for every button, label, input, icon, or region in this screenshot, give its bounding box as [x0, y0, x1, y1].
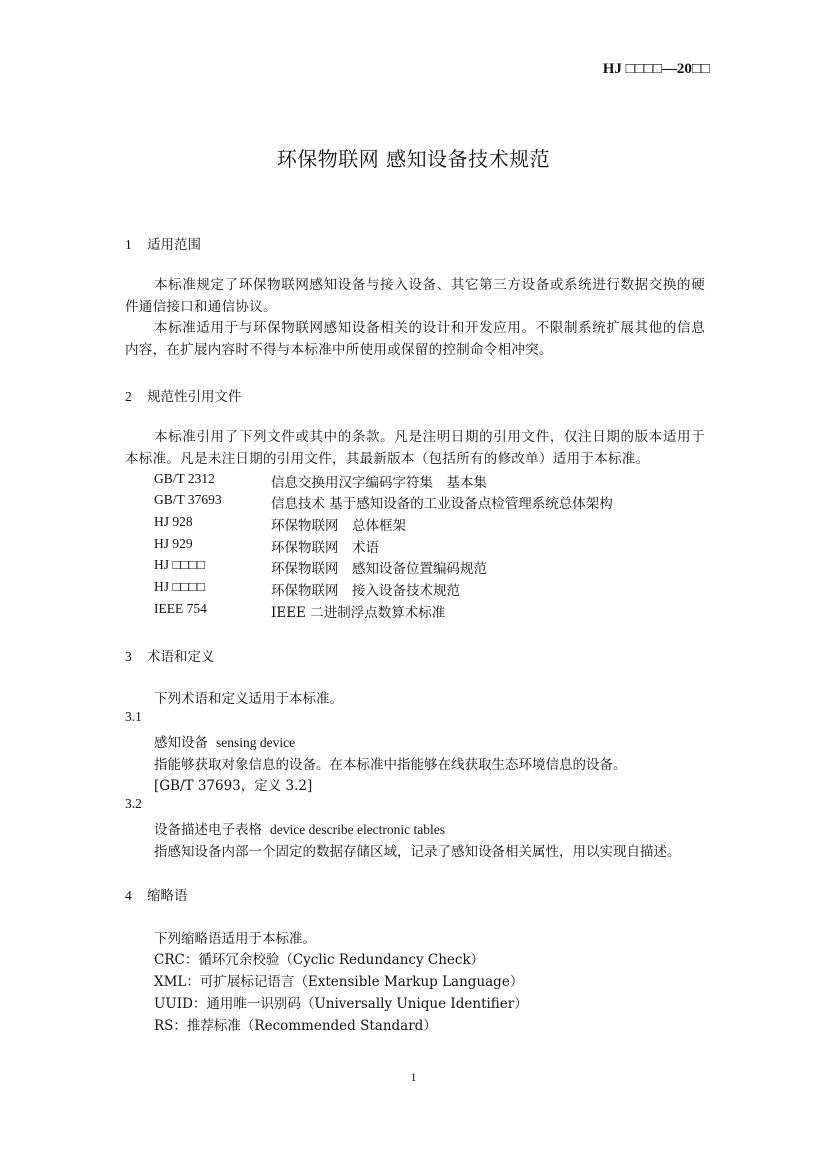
reference-code: HJ 928	[154, 514, 193, 529]
reference-code: HJ □□□□	[154, 557, 205, 572]
abbreviation-item: XML：可扩展标记语言（Extensible Markup Language）	[154, 974, 524, 990]
section-4-heading	[125, 884, 188, 904]
abbreviation-item: RS：推荐标准（Recommended Standard）	[154, 1018, 437, 1034]
page-number: 1	[410, 1070, 417, 1084]
term-english: sensing device	[216, 735, 296, 750]
term-chinese: 设备描述电子表格	[154, 822, 262, 838]
term-definition: 指感知设备内部一个固定的数据存储区域，记录了感知设备相关属性，用以实现自描述。	[154, 844, 681, 860]
term-english: device describe electronic tables	[270, 822, 446, 837]
section-number: 1	[125, 237, 132, 252]
reference-code: HJ 929	[154, 536, 193, 551]
term-source: [GB/T 37693，定义 3.2]	[154, 778, 313, 794]
reference-title: 环保物联网 接入设备技术规范	[271, 583, 460, 599]
section-title: 适用范围	[147, 237, 201, 253]
section-2-heading	[125, 385, 242, 405]
reference-title: 环保物联网 总体框架	[271, 518, 406, 534]
section-title: 缩略语	[147, 888, 188, 904]
reference-title: 信息技术 基于感知设备的工业设备点检管理系统总体架构	[271, 496, 613, 512]
section-3-intro: 下列术语和定义适用于本标准。	[154, 691, 343, 707]
clause-number: 3.2	[125, 796, 142, 811]
section-3-heading	[125, 645, 215, 665]
reference-title: IEEE 二进制浮点数算术标准	[271, 605, 446, 621]
reference-title: 环保物联网 感知设备位置编码规范	[271, 561, 487, 577]
reference-code: GB/T 37693	[154, 492, 222, 507]
reference-title: 信息交换用汉字编码字符集 基本集	[271, 475, 487, 491]
section-number: 4	[125, 888, 132, 903]
reference-code: GB/T 2312	[154, 471, 215, 486]
section-1-heading	[125, 233, 201, 253]
term-definition: 指能够获取对象信息的设备。在本标准中指能够在线获取生态环境信息的设备。	[154, 757, 627, 773]
section-4-intro: 下列缩略语适用于本标准。	[154, 931, 316, 947]
reference-title: 环保物联网 术语	[271, 540, 379, 556]
abbreviation-item: CRC：循环冗余校验（Cyclic Redundancy Check）	[154, 952, 485, 968]
section-1-paragraph-1: 本标准规定了环保物联网感知设备与接入设备、其它第三方设备或系统进行数据交换的硬件通信接口和通信协议。	[125, 277, 705, 315]
section-2-intro: 本标准引用了下列文件或其中的条款。凡是注明日期的引用文件，仅注日期的版本适用于本标准。凡是未注日期的引用文件，其最新版本（包括所有的修改单）适用于本标准。	[125, 429, 705, 467]
abbreviation-item: UUID：通用唯一识别码（Universally Unique Identifier）	[154, 996, 528, 1012]
clause-number: 3.1	[125, 709, 142, 724]
section-number: 2	[125, 389, 132, 404]
term-chinese: 感知设备	[154, 735, 208, 751]
term-entry	[154, 818, 445, 838]
reference-code: HJ □□□□	[154, 579, 205, 594]
section-number: 3	[125, 649, 132, 664]
section-1-paragraph-2: 本标准适用于与环保物联网感知设备相关的设计和开发应用。不限制系统扩展其他的信息内容，在扩展内容时不得与本标准中所使用或保留的控制命令相冲突。	[125, 320, 705, 358]
section-title: 规范性引用文件	[147, 389, 242, 405]
document-title: 环保物联网 感知设备技术规范	[276, 147, 551, 171]
reference-code: IEEE 754	[154, 601, 207, 616]
section-title: 术语和定义	[147, 649, 215, 665]
term-entry	[154, 731, 295, 751]
document-code-header: HJ □□□□—20□□	[602, 61, 710, 77]
